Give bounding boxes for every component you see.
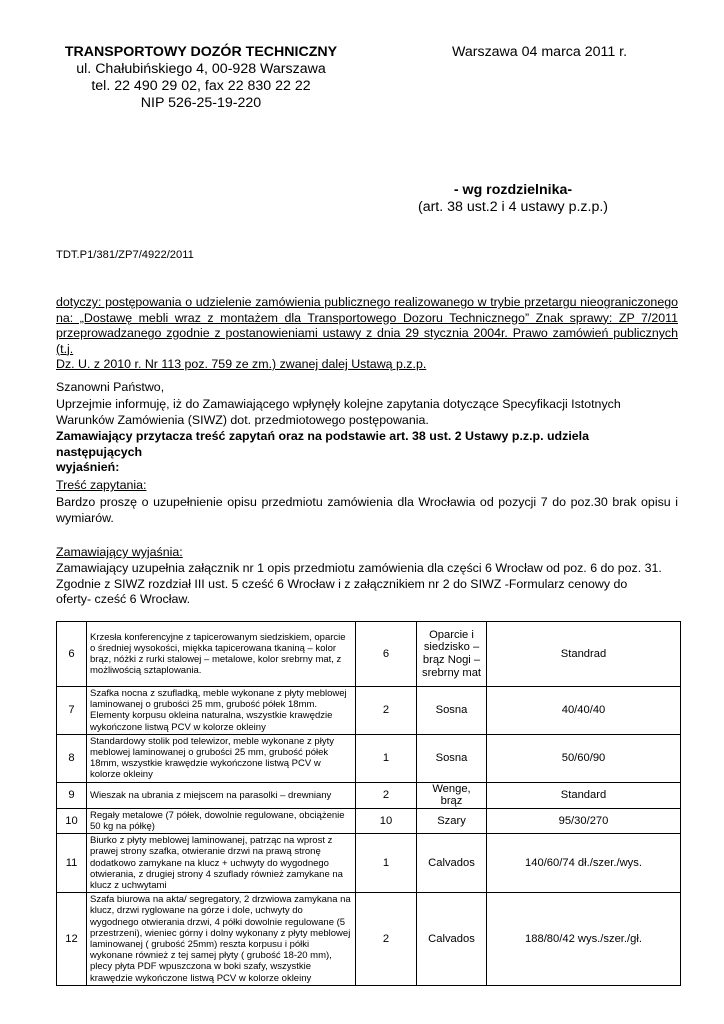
question-text [56,495,678,526]
item-color: Szary [417,808,487,833]
item-dimensions: 50/60/90 [487,734,681,782]
item-quantity: 2 [356,687,417,735]
item-color: Sosna [417,734,487,782]
answer-label: Zamawiający wyjaśnia: [56,545,183,559]
item-description: Biurko z płyty meblowej laminowanej, patrząc na wprost z prawej strony szafka, otwieranie drzwi na prawą stronę dodatkowo zamykane na klucz + uchwyty do wygodnego otwierania, z drugiej strony 4 szuflady również zamykane na klucz z uchwytami [87,834,356,893]
table-row [57,622,681,687]
question-label: Treść zapytania: [56,478,147,492]
org-address: ul. Chałubińskiego 4, 00-928 Warszawa [76,61,326,77]
answer-line-2: Zgodnie z SIWZ rozdział III ust. 5 cześć 6 Wrocław i z załącznikiem nr 2 do SIWZ -Formularz cenowy do [56,576,628,591]
item-description: Szafka nocna z szufladką, meble wykonane z płyty meblowej laminowanej o grubości 25 mm, grubość półek 18mm. Elementy korpusu okleina naturalna, wszystkie krawędzie wykończone listwą PCV w kolorze okleiny [87,687,356,735]
table-row [57,734,681,782]
item-description: Szafa biurowa na akta/ segregatory, 2 drzwiowa zamykana na klucz, drzwi ryglowane na górze i dole, uchwyty do wygodnego otwierania drzwi, 4 półki dowolnie regulowane (5 przestrzeni), wieniec górny i dolny wykonany z płyty meblowej laminowanej ( grubość 25mm) reszta korpusu i półki wykonane również z tej samej płyty ( grubość 18-20 mm), plecy płyta PDF wpuszczona w boki szafy, wszystkie krawędzie wykończone listwą PCV w kolorze okleiny [87,893,356,986]
subject-line-3: przeprowadzanego zgodnie z postanowieniami ustawy z dnia 29 stycznia 2004r. Prawo zamówień publicznych (t.j. [56,326,678,356]
item-description: Krzesła konferencyjne z tapicerowanym siedziskiem, oparcie o średniej wysokości, miękka tapicerowana tkaniną – kolor brąz, nóżki z rurki stalowej – metalowe, kolor srebrny mat, z możliwością sztaplowania. [87,622,356,687]
intro-line-1: Uprzejmie informuję, iż do Zamawiającego wpłynęły kolejne zapytania dotyczące Specyfikacji Istotnych [56,397,621,411]
item-color: Oparcie i siedzisko – brąz Nogi – srebrny mat [417,622,487,687]
answer-line-1: Zamawiający uzupełnia załącznik nr 1 opis przedmiotu zamówienia dla części 6 Wrocław od poz. 6 do poz. 31. [56,561,662,575]
item-quantity: 6 [356,622,417,687]
bold-line-1: Zamawiający przytacza treść zapytań oraz na podstawie art. 38 ust. 2 Ustawy p.z.p. udziela następujących [56,429,589,459]
item-quantity: 1 [356,834,417,893]
item-quantity: 1 [356,734,417,782]
table-row [57,687,681,735]
answer-line-3: oferty- cześć 6 Wrocław. [56,592,191,606]
item-dimensions: 140/60/74 dł./szer./wys. [487,834,681,893]
intro-line-2: Warunków Zamówienia (SIWZ) dot. przedmiotowego postępowania. [56,412,429,427]
item-dimensions: 95/30/270 [487,808,681,833]
distribution-basis: (art. 38 ust.2 i 4 ustawy p.z.p.) [417,199,609,215]
distribution-title: - wg rozdzielnika- [453,182,573,198]
intro-paragraph [56,397,678,428]
item-dimensions: 188/80/42 wys./szer./gł. [487,893,681,986]
item-description: Standardowy stolik pod telewizor, meble wykonane z płyty meblowej laminowanej o grubości 25 mm, grubość półek 18mm, wszystkie krawędzie wykończone listwą PCV w kolorze okleiny [87,734,356,782]
item-number: 9 [57,782,87,808]
subject-line-1: dotyczy: postępowania o udzielenie zamówienia publicznego realizowanego w trybie przetargu nieograniczonego [56,295,678,309]
item-quantity: 2 [356,782,417,808]
place-date: Warszawa 04 marca 2011 r. [452,44,628,60]
items-table [56,621,681,986]
item-dimensions: 40/40/40 [487,687,681,735]
item-quantity: 10 [356,808,417,833]
item-color: Calvados [417,893,487,986]
item-dimensions: Standrad [487,622,681,687]
item-quantity: 2 [356,893,417,986]
item-dimensions: Standard [487,782,681,808]
table-row [57,893,681,986]
subject-line-2: na: „Dostawę mebli wraz z montażem dla Transportowego Dozoru Technicznego” Znak sprawy: ZP 7/2011 [56,310,678,325]
distribution-block [400,182,626,216]
item-color: Sosna [417,687,487,735]
org-nip: NIP 526-25-19-220 [140,95,262,111]
bold-line-2: wyjaśnień: [56,460,120,474]
salutation: Szanowni Państwo, [56,380,165,394]
item-number: 11 [57,834,87,893]
sender-block [40,44,362,112]
bold-statement [56,429,678,476]
org-name: TRANSPORTOWY DOZÓR TECHNICZNY [64,44,338,60]
item-number: 7 [57,687,87,735]
reference-number: TDT.P1/381/ZP7/4922/2011 [56,249,194,261]
answer-text [56,561,678,608]
item-number: 6 [57,622,87,687]
subject-block [56,295,678,373]
item-number: 12 [57,893,87,986]
subject-line-4: Dz. U. z 2010 r. Nr 113 poz. 759 ze zm.) zwanej dalej Ustawą p.z.p. [56,357,427,371]
table-row [57,808,681,833]
question-line-2: wymiarów. [56,510,114,525]
item-number: 10 [57,808,87,833]
table-row [57,834,681,893]
item-color: Calvados [417,834,487,893]
org-phone: tel. 22 490 29 02, fax 22 830 22 22 [91,78,311,94]
question-line-1: Bardzo proszę o uzupełnienie opisu przedmiotu zamówienia dla Wrocławia od pozycji 7 do poz.30 brak opisu i [56,495,678,509]
item-description: Regały metalowe (7 półek, dowolnie regulowane, obciążenie 50 kg na półkę) [87,808,356,833]
table-row [57,782,681,808]
item-color: Wenge, brąz [417,782,487,808]
item-number: 8 [57,734,87,782]
item-description: Wieszak na ubrania z miejscem na parasolki – drewniany [87,782,356,808]
